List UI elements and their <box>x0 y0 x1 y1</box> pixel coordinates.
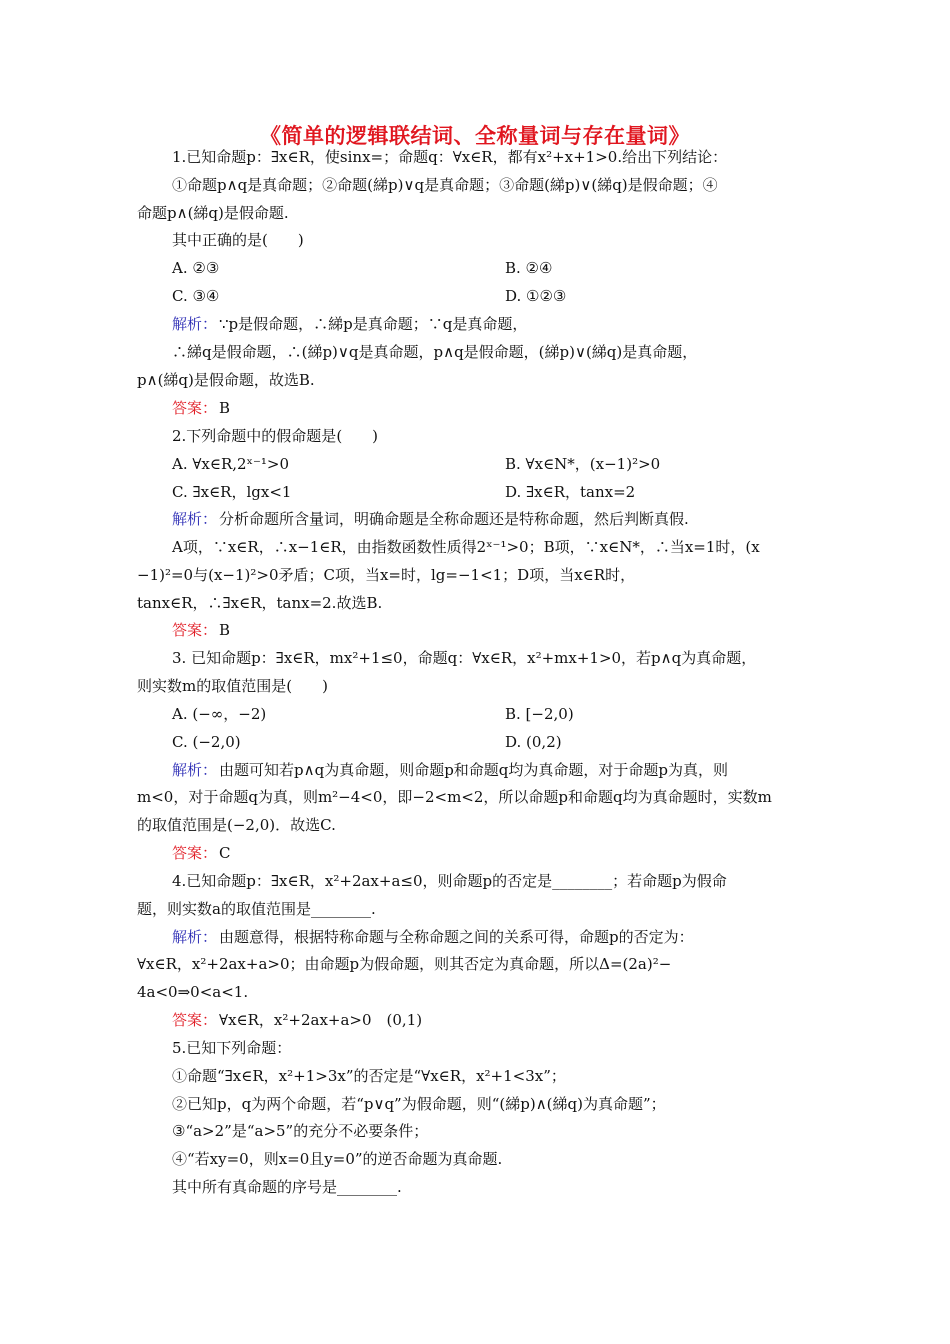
answer-label: 答案： <box>172 844 218 862</box>
analysis-label: 解析： <box>172 315 218 333</box>
analysis-text: ∵p是假命题，∴綈p是真命题；∵q是真命题， <box>219 315 528 333</box>
answer-label: 答案： <box>172 399 218 417</box>
answer-value: ∀x∈R，x²+2ax+a>0 (0,1) <box>219 1011 423 1029</box>
q5-item-3: ③“a>2”是“a>5”的充分不必要条件； <box>172 1122 429 1140</box>
q1-question: 其中正确的是( ) <box>172 231 304 249</box>
q2-analysis-line3: −1)²=0与(x−1)²>0矛盾；C项，当x=时，lg=−1<1；D项，当x∈R时， <box>137 566 636 584</box>
q3-answer <box>172 842 231 864</box>
q5-question: 其中所有真命题的序号是________. <box>172 1178 402 1196</box>
q2-answer <box>172 619 230 641</box>
analysis-text: 分析命题所含量词，明确命题是全称命题还是特称命题，然后判断真假. <box>219 510 689 528</box>
answer-label: 答案： <box>172 621 218 639</box>
q2-option-d: D. ∃x∈R，tanx=2 <box>505 483 636 501</box>
q2-analysis <box>172 508 689 530</box>
analysis-label: 解析： <box>172 510 218 528</box>
q5-item-1: ①命题“∃x∈R，x²+1>3x”的否定是“∀x∈R，x²+1<3x”； <box>172 1067 566 1085</box>
q3-option-a: A. (−∞，−2) <box>172 705 267 723</box>
q3-option-c: C. (−2,0) <box>172 733 241 751</box>
q4-stem-cont: 题，则实数a的取值范围是________. <box>137 900 376 918</box>
analysis-text: 由题可知若p∧q为真命题，则命题p和命题q均为真命题，对于命题p为真，则 <box>219 761 729 779</box>
q1-option-b: B. ②④ <box>505 259 553 277</box>
q4-answer <box>172 1009 422 1031</box>
q3-analysis-line2: m<0，对于命题q为真，则m²−4<0，即−2<m<2，所以命题p和命题q均为真命题时，实数m <box>137 788 772 806</box>
q1-stem: 1.已知命题p：∃x∈R，使sinx=；命题q：∀x∈R，都有x²+x+1>0.给出下列结论： <box>172 148 728 166</box>
q5-stem: 5.已知下列命题： <box>172 1039 292 1057</box>
q2-option-c: C. ∃x∈R，lgx<1 <box>172 483 292 501</box>
q1-option-d: D. ①②③ <box>505 287 567 305</box>
q2-option-a: A. ∀x∈R,2ˣ⁻¹>0 <box>172 455 289 473</box>
q1-conclusions-cont: 命题p∧(綈q)是假命题. <box>137 204 289 222</box>
q3-option-b: B. [−2,0) <box>505 705 574 723</box>
q5-item-4: ④“若xy=0，则x=0且y=0”的逆否命题为真命题. <box>172 1150 503 1168</box>
q2-analysis-line2: A项，∵x∈R，∴x−1∈R，由指数函数性质得2ˣ⁻¹>0；B项，∵x∈N*，∴当x=1时，(x <box>172 538 760 556</box>
q3-analysis-line3: 的取值范围是(−2,0)．故选C. <box>137 816 336 834</box>
analysis-label: 解析： <box>172 761 218 779</box>
q2-stem: 2.下列命题中的假命题是( ) <box>172 427 379 445</box>
document-title: 《简单的逻辑联结词、全称量词与存在量词》 <box>260 123 690 148</box>
q3-option-d: D. (0,2) <box>505 733 562 751</box>
answer-value: B <box>219 621 231 639</box>
q2-analysis-line4: tanx∈R，∴∃x∈R，tanx=2.故选B. <box>137 594 383 612</box>
answer-label: 答案： <box>172 1011 218 1029</box>
q1-option-a: A. ②③ <box>172 259 220 277</box>
q1-conclusions: ①命题p∧q是真命题；②命题(綈p)∨q是真命题；③命题(綈p)∨(綈q)是假命题；④ <box>172 176 718 194</box>
q3-stem-cont: 则实数m的取值范围是( ) <box>137 677 328 695</box>
q1-answer <box>172 397 230 419</box>
q1-analysis-line3: p∧(綈q)是假命题，故选B. <box>137 371 315 389</box>
q4-stem: 4.已知命题p：∃x∈R，x²+2ax+a≤0，则命题p的否定是________；若命题p为假命 <box>172 872 727 890</box>
q1-option-c: C. ③④ <box>172 287 220 305</box>
q2-option-b: B. ∀x∈N*，(x−1)²>0 <box>505 455 661 473</box>
q1-analysis <box>172 313 527 335</box>
q4-analysis <box>172 926 694 948</box>
q4-analysis-line2: ∀x∈R，x²+2ax+a>0；由命题p为假命题，则其否定为真命题，所以Δ=(2a)²− <box>137 955 672 973</box>
q3-analysis <box>172 759 728 781</box>
q1-analysis-line2: ∴綈q是假命题，∴(綈p)∨q是真命题，p∧q是假命题，(綈p)∨(綈q)是真命题， <box>172 343 698 361</box>
analysis-text: 由题意得，根据特称命题与全称命题之间的关系可得，命题p的否定为： <box>219 928 694 946</box>
analysis-label: 解析： <box>172 928 218 946</box>
q5-item-2: ②已知p，q为两个命题，若“p∨q”为假命题，则“(綈p)∧(綈q)为真命题”； <box>172 1095 666 1113</box>
q4-analysis-line3: 4a<0⇒0<a<1. <box>137 983 249 1001</box>
q3-stem: 3. 已知命题p：∃x∈R，mx²+1≤0，命题q：∀x∈R，x²+mx+1>0，若p∧q为真命题， <box>172 649 757 667</box>
answer-value: B <box>219 399 231 417</box>
answer-value: C <box>219 844 231 862</box>
